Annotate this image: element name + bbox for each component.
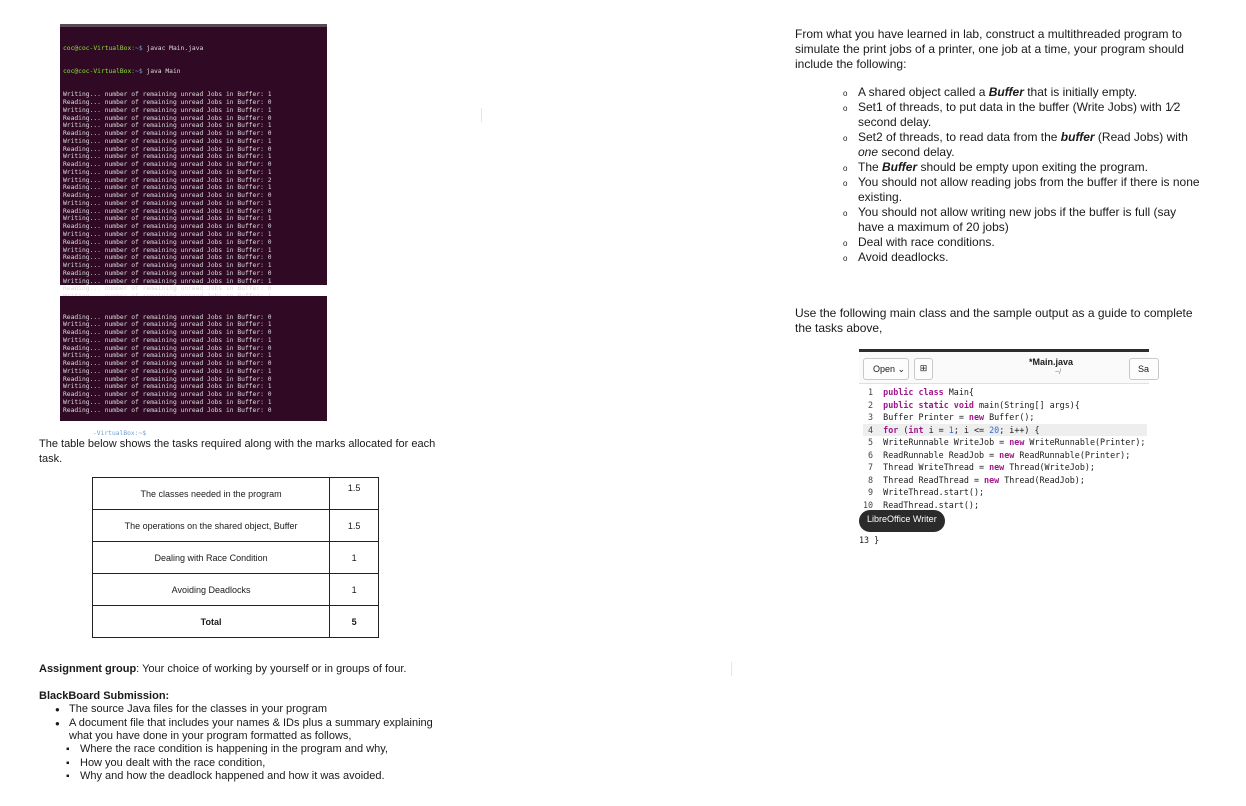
code-line: 8 Thread ReadThread = new Thread(ReadJob);: [863, 474, 1085, 485]
use-following-paragraph: Use the following main class and the sample output as a guide to complete the tasks above,: [795, 306, 1193, 335]
list-item: o Set2 of threads, to read data from the buffer (Read Jobs) with one second delay.: [843, 130, 1203, 160]
terminal-line: Reading... number of remaining unread Jobs in Buffer: 0: [63, 161, 272, 169]
terminal-line: Reading... number of remaining unread Jobs in Buffer: 0: [63, 238, 272, 246]
list-item: o Deal with race conditions.: [843, 235, 1203, 250]
divider: [731, 662, 732, 676]
table-row: [93, 478, 379, 510]
terminal-line: Writing... number of remaining unread Jobs in Buffer: 1: [63, 91, 272, 99]
terminal-final-prompt: -VirtualBox:~$: [93, 430, 147, 438]
terminal-line: Reading... number of remaining unread Jobs in Buffer: 0: [63, 254, 272, 262]
editor-header-bar: [859, 352, 1149, 384]
terminal-prompt-line: coc@coc-VirtualBox:~$ java Main: [63, 67, 181, 75]
table-row: [93, 574, 379, 606]
terminal-line: Reading... number of remaining unread Jobs in Buffer: 0: [63, 207, 272, 215]
terminal-line: Writing... number of remaining unread Jobs in Buffer: 1: [63, 367, 272, 375]
terminal-line: Writing... number of remaining unread Jobs in Buffer: 1: [63, 137, 272, 145]
new-document-icon[interactable]: ⊞: [914, 358, 933, 380]
list-item: o The Buffer should be empty upon exiting the program.: [843, 160, 1203, 175]
terminal-line: Writing... number of remaining unread Jobs in Buffer: 1: [63, 106, 272, 114]
terminal-line: Reading... number of remaining unread Jobs in Buffer: 0: [63, 329, 272, 337]
terminal-line: Writing... number of remaining unread Jobs in Buffer: 1: [63, 336, 272, 344]
table-row: [93, 542, 379, 574]
submission-list: [55, 703, 435, 744]
terminal-line: Reading... number of remaining unread Jobs in Buffer: 0: [63, 130, 272, 138]
table-row: [93, 510, 379, 542]
terminal-line: Reading... number of remaining unread Jobs in Buffer: 0: [63, 223, 272, 231]
terminal-line: Reading... number of remaining unread Jobs in Buffer: 0: [63, 391, 272, 399]
code-line: 5 WriteRunnable WriteJob = new WriteRunnable(Printer);: [863, 437, 1146, 447]
list-item: ● A document file that includes your names & IDs plus a summary explaining what you have done in your program formatted as follows,: [55, 717, 435, 744]
list-item: ▪ Why and how the deadlock happened and how it was avoided.: [66, 770, 446, 784]
task-cell: The classes needed in the program: [93, 478, 330, 510]
terminal-output-1: [60, 24, 327, 293]
task-cell: Total: [93, 606, 330, 638]
terminal-line: Writing... number of remaining unread Jobs in Buffer: 1: [63, 231, 272, 238]
chevron-down-icon: ⌄: [897, 364, 906, 374]
terminal-line: Writing... number of remaining unread Jobs in Buffer: 1: [63, 277, 272, 285]
terminal-prompt-line: coc@coc-VirtualBox:~$ javac Main.java: [63, 44, 204, 52]
code-line: 1 public class Main{: [863, 387, 974, 397]
mark-cell: 1.5: [330, 510, 379, 542]
terminal-lines: [63, 314, 324, 415]
terminal-output-2: [60, 296, 327, 438]
code-line: 10 ReadThread.start();: [863, 499, 979, 510]
terminal-line: Writing... number of remaining unread Jobs in Buffer: 1: [63, 383, 272, 391]
terminal-line: Writing... number of remaining unread Jobs in Buffer: 1: [63, 321, 272, 329]
terminal-line: Reading... number of remaining unread Jobs in Buffer: 0: [63, 375, 272, 383]
list-item: o A shared object called a Buffer that is initially empty.: [843, 85, 1203, 100]
terminal-line: Reading... number of remaining unread Jobs in Buffer: 0: [63, 406, 272, 414]
tooltip: LibreOffice Writer: [859, 510, 945, 532]
list-item: ▪ Where the race condition is happening in the program and why,: [66, 743, 446, 757]
divider: [481, 108, 482, 122]
terminal-line: Reading... number of remaining unread Jobs in Buffer: 0: [63, 114, 272, 122]
code-line: 9 WriteThread.start();: [863, 487, 985, 497]
terminal-line: Reading... number of remaining unread Jobs in Buffer: 0: [63, 285, 272, 293]
list-item: o You should not allow writing new jobs if the buffer is full (say have a maximum of 20 jobs): [843, 205, 1203, 235]
terminal-line: Writing... number of remaining unread Jobs in Buffer: 1: [63, 122, 272, 130]
editor-filepath: ~/: [1055, 369, 1062, 376]
list-item: o Set1 of threads, to put data in the buffer (Write Jobs) with 1⁄2 second delay.: [843, 100, 1203, 130]
code-last-line: 13 }: [859, 535, 880, 545]
code-line: 6 ReadRunnable ReadJob = new ReadRunnable(Printer);: [863, 449, 1131, 460]
code-line: 4 for (int i = 1; i <= 20; i++) {: [863, 424, 1147, 437]
terminal-line: Writing... number of remaining unread Jobs in Buffer: 1: [63, 262, 272, 270]
terminal-line: Writing... number of remaining unread Jobs in Buffer: 1: [63, 153, 272, 161]
marks-table: [92, 477, 379, 638]
save-button[interactable]: Sa: [1129, 358, 1159, 380]
terminal-line: Reading... number of remaining unread Jobs in Buffer: 1: [63, 184, 272, 192]
terminal-line: Reading... number of remaining unread Jobs in Buffer: 0: [63, 313, 272, 321]
terminal-line: Writing... number of remaining unread Jobs in Buffer: 2: [63, 176, 272, 184]
task-cell: The operations on the shared object, Buffer: [93, 510, 330, 542]
list-item: ▪ How you dealt with the race condition,: [66, 757, 446, 771]
terminal-line: Writing... number of remaining unread Jobs in Buffer: 1: [63, 199, 272, 207]
editor-filename: *Main.java: [1029, 357, 1074, 367]
intro-paragraph: From what you have learned in lab, construct a multithreaded program to simulate the print jobs of a printer, one job at a time, your program should include the following:: [795, 27, 1184, 71]
terminal-line: Writing... number of remaining unread Jobs in Buffer: 1: [63, 398, 272, 406]
submission-title: BlackBoard Submission:: [39, 690, 170, 702]
requirements-list: [843, 85, 1203, 265]
table-intro-text: The table below shows the tasks required along with the marks allocated for each task.: [39, 438, 436, 465]
terminal-line: Writing... number of remaining unread Jobs in Buffer: 1: [63, 352, 272, 360]
terminal-line: Reading... number of remaining unread Jobs in Buffer: 0: [63, 360, 272, 368]
task-cell: Dealing with Race Condition: [93, 542, 330, 574]
terminal-line: Writing... number of remaining unread Jobs in Buffer: 1: [63, 246, 272, 254]
terminal-line: Reading... number of remaining unread Jobs in Buffer: 0: [63, 192, 272, 200]
assignment-group-text: Assignment group: Your choice of working by yourself or in groups of four.: [39, 663, 407, 675]
table-row: [93, 606, 379, 638]
open-button[interactable]: Open ⌄: [863, 358, 909, 380]
code-content[interactable]: [863, 386, 1147, 511]
code-line: 2 public static void main(String[] args){: [863, 399, 1080, 410]
code-line: 3 Buffer Printer = new Buffer();: [863, 412, 1035, 422]
mark-cell: 1: [330, 574, 379, 606]
list-item: o You should not allow reading jobs from the buffer if there is none existing.: [843, 175, 1203, 205]
code-editor-window: [859, 349, 1149, 549]
terminal-line: Writing... number of remaining unread Jobs in Buffer: 1: [63, 168, 272, 176]
mark-cell: 1: [330, 542, 379, 574]
mark-cell: 5: [330, 606, 379, 638]
submission-sublist: [66, 743, 446, 784]
terminal-line: Reading... number of remaining unread Jobs in Buffer: 0: [63, 98, 272, 106]
mark-cell: 1.5: [330, 478, 379, 510]
task-cell: Avoiding Deadlocks: [93, 574, 330, 606]
terminal-lines: [63, 91, 324, 301]
terminal-line: Writing... number of remaining unread Jobs in Buffer: 1: [63, 215, 272, 223]
list-item: ● The source Java files for the classes in your program: [55, 703, 435, 717]
terminal-line: Reading... number of remaining unread Jobs in Buffer: 0: [63, 145, 272, 153]
terminal-line: Reading... number of remaining unread Jobs in Buffer: 0: [63, 344, 272, 352]
terminal-line: Reading... number of remaining unread Jobs in Buffer: 0: [63, 269, 272, 277]
code-line: 7 Thread WriteThread = new Thread(WriteJob);: [863, 462, 1095, 472]
list-item: o Avoid deadlocks.: [843, 250, 1203, 265]
